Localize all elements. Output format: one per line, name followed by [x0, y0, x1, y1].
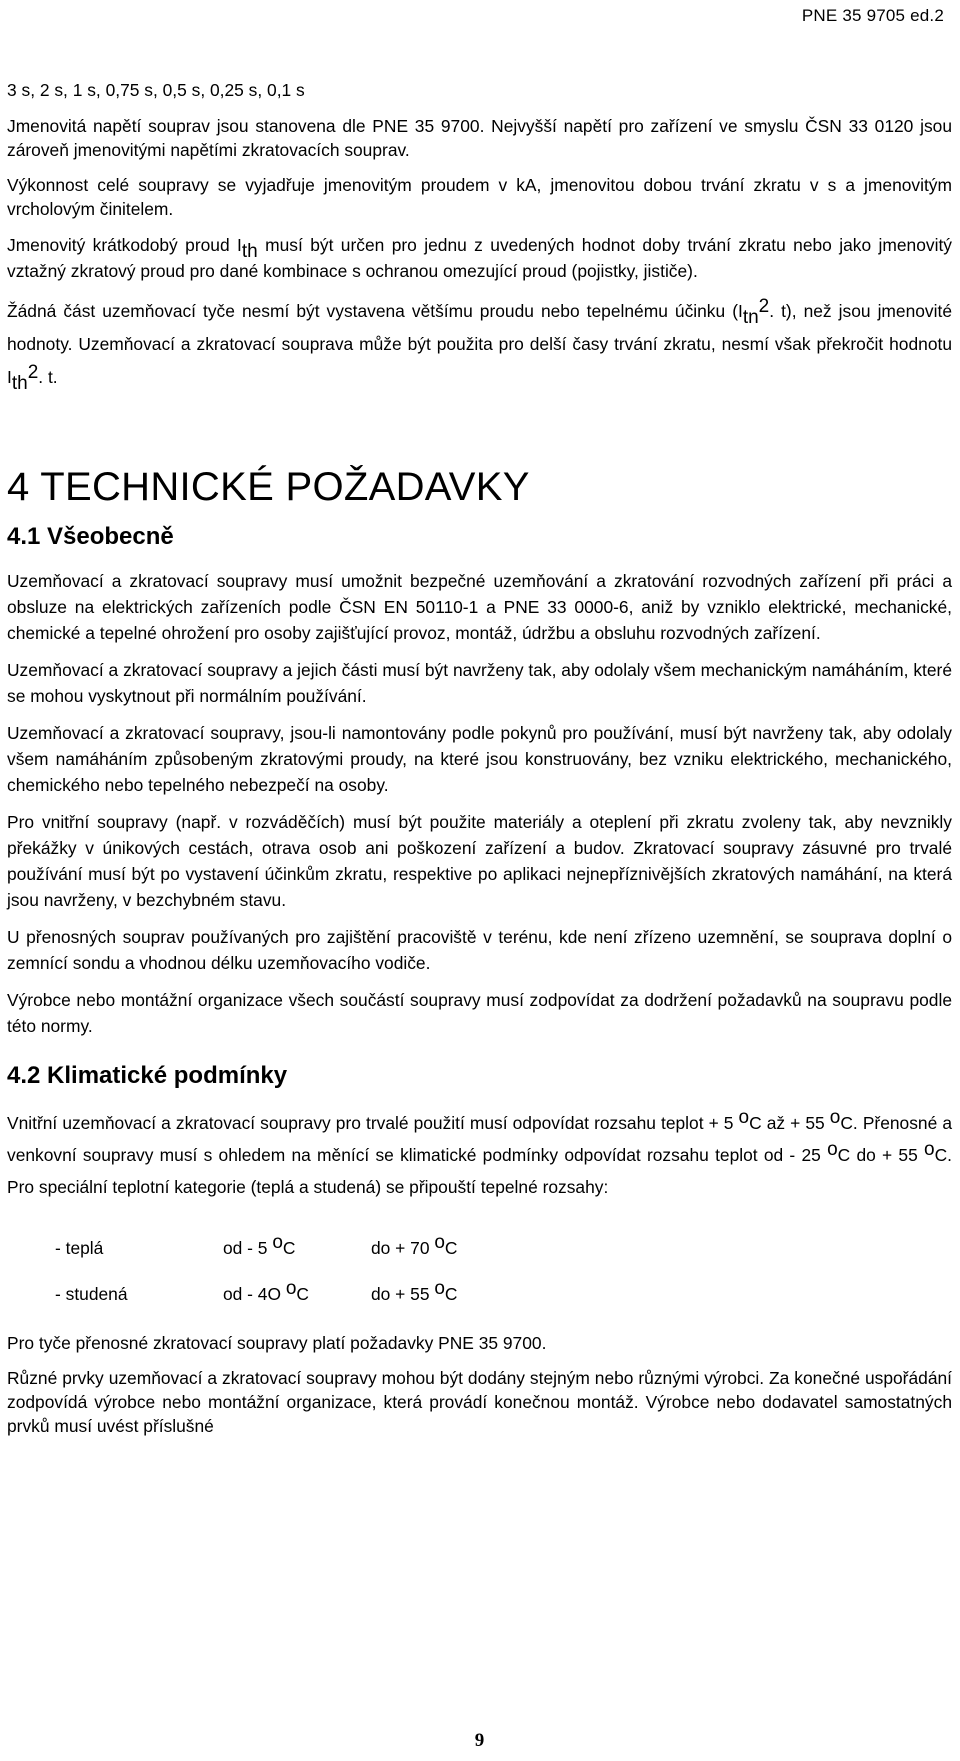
document-id: PNE 35 9705 ed.2: [801, 6, 944, 25]
rod-text-b: . t), než jsou jmenovité hodnoty. Uzemňovací a zkratovací souprava může být použita pro delší časy trvání zkratu, nesmí však překročit hodnotu I: [7, 301, 952, 387]
degree-symbol: o: [285, 1277, 297, 1299]
degree-symbol: o: [827, 1139, 838, 1160]
rod-superscript-2: 2: [27, 362, 39, 383]
temperature-unit: C: [444, 1283, 458, 1304]
s42-intro-d: C do + 55: [837, 1145, 925, 1165]
temperature-unit: C: [282, 1237, 296, 1258]
temperature-from-value: od - 5: [223, 1237, 273, 1258]
rod-text-a: Žádná část uzemňovací tyče nesmí být vystavena většímu proudu nebo tepelnému účinku (I: [7, 301, 743, 321]
s42-intro-paragraph: [7, 1107, 952, 1203]
page-number: 9: [474, 1730, 485, 1751]
temperature-unit: C: [296, 1283, 309, 1304]
rod-subscript-1: tn: [742, 307, 759, 328]
degree-symbol: o: [829, 1107, 841, 1128]
durations-paragraph: 3 s, 2 s, 1 s, 0,75 s, 0,5 s, 0,25 s, 0,1 s: [7, 80, 305, 100]
temperature-from: [223, 1225, 371, 1271]
section-4-2-heading: 4.2 Klimatické podmínky: [7, 1062, 288, 1089]
degree-symbol: o: [924, 1139, 935, 1160]
table-row: [55, 1271, 457, 1317]
rod-paragraph: [7, 295, 952, 394]
s41-paragraph-1: Uzemňovací a zkratovací soupravy musí umožnit bezpečné uzemňování a zkratování rozvodných zařízení při práci a obsluze na elektrických zařízeních podle ČSN EN 50110-1 a PNE 33 0000-6, aniž by vzniklo elektrické, mechanické, chemické a tepelné ohrožení pro osoby zajišťující provoz, montáž, údržbu a obsluhu rozvodných zařízení.: [7, 571, 952, 643]
s41-paragraph-6: Výrobce nebo montážní organizace všech součástí soupravy musí zodpovídat za dodržení požadavků na soupravu podle této normy.: [7, 990, 952, 1036]
temperature-category: - teplá: [55, 1237, 104, 1258]
s42-intro-b: C až + 55: [749, 1113, 830, 1133]
temperature-unit: C: [444, 1237, 458, 1258]
s41-paragraph-2: Uzemňovací a zkratovací soupravy a jejich části musí být navrženy tak, aby odolaly všem mechanickým namáháním, které se mohou vyskytnout při normálním používání.: [7, 660, 952, 706]
degree-symbol: o: [738, 1107, 750, 1128]
temperature-range-table: [55, 1225, 457, 1317]
temperature-to-value: do + 70: [371, 1237, 435, 1258]
current-text-b: musí být určen pro jednu z uvedených hodnot doby trvání zkratu nebo jako jmenovitý vztažný zkratový proud pro dané kombinace s ochranou omezující proud (pojistky, jističe).: [7, 235, 952, 281]
table-row: [55, 1225, 457, 1271]
current-subscript: th: [241, 241, 258, 262]
s41-paragraph-4: Pro vnitřní soupravy (např. v rozváděčích) musí být použite materiály a oteplení při zkratu zvoleny tak, aby nevznikly překážky v únikových cestách, otrava osob ani poškození zařízení a budov. Zkratovací soupravy zásuvné pro trvalé používání musí být po vystavení účinkům zkratu, respektive po aplikaci nejnepříznivějších zkratových namáhání, na která jsou navrženy, v bezchybném stavu.: [7, 812, 952, 910]
chapter-heading: 4 TECHNICKÉ POŽADAVKY: [7, 465, 530, 509]
s42-intro-a: Vnitřní uzemňovací a zkratovací soupravy pro trvalé použití musí odpovídat rozsahu teplot + 5: [7, 1113, 739, 1133]
page-content: [7, 78, 952, 1449]
temperature-to-value: do + 55: [371, 1283, 435, 1304]
temperature-from-value: od - 4O: [223, 1283, 286, 1304]
current-text-a: Jmenovitý krátkodobý proud I: [7, 235, 242, 255]
s42-last-paragraph: Různé prvky uzemňovací a zkratovací soupravy mohou být dodány stejným nebo různými výrobci. Za konečné uspořádání zodpovídá výrobce nebo montážní organizace, která provádí konečnou montáž. Výrobce nebo dodavatel samostatných prvků musí uvést příslušné: [7, 1368, 952, 1436]
degree-symbol: o: [434, 1277, 445, 1299]
temperature-to: [371, 1225, 457, 1271]
current-paragraph: [7, 232, 952, 284]
s41-paragraph-3: Uzemňovací a zkratovací soupravy, jsou-li namontovány podle pokynů pro používání, musí být navrženy tak, aby odolaly všem namáháním způsobeným zkratovými proudy, na které jsou konstruovány, bez vzniku elektrického, mechanického, chemického nebo tepelného nebezpečí na osoby.: [7, 723, 952, 795]
s41-paragraph-5: U přenosných souprav používaných pro zajištění pracoviště v terénu, kde není zřízeno uzemnění, se souprava doplní o zemnící sondu a vhodnou délku uzemňovacího vodiče.: [7, 927, 952, 973]
temperature-category: - studená: [55, 1283, 128, 1304]
section-4-1-heading: 4.1 Všeobecně: [7, 523, 174, 550]
rod-subscript-2: th: [11, 373, 28, 394]
rod-text-c: . t.: [38, 367, 58, 387]
voltage-paragraph: Jmenovitá napětí souprav jsou stanovena dle PNE 35 9700. Nejvyšší napětí pro zařízení ve smyslu ČSN 33 0120 jsou zároveň jmenovitými napětími zkratovacích souprav.: [7, 116, 952, 160]
degree-symbol: o: [272, 1231, 283, 1253]
degree-symbol: o: [434, 1231, 445, 1253]
s42-intro-e: C. Pro speciální teplotní kategorie (teplá a studená) se připouští tepelné rozsahy:: [7, 1145, 952, 1197]
document-page: [7, 0, 952, 1761]
temperature-to: [371, 1271, 457, 1317]
temperature-from: [223, 1271, 371, 1317]
s42-intro-c: C. Přenosné a venkovní soupravy musí s ohledem na měnící se klimatické podmínky odpovídat rozsahu teplot od - 25: [7, 1113, 952, 1165]
s42-rods-paragraph: Pro tyče přenosné zkratovací soupravy platí požadavky PNE 35 9700.: [7, 1333, 547, 1353]
rod-superscript-1: 2: [758, 296, 770, 317]
power-paragraph: Výkonnost celé soupravy se vyjadřuje jmenovitým proudem v kA, jmenovitou dobou trvání zkratu v s a jmenovitým vrcholovým činitelem.: [7, 175, 952, 219]
